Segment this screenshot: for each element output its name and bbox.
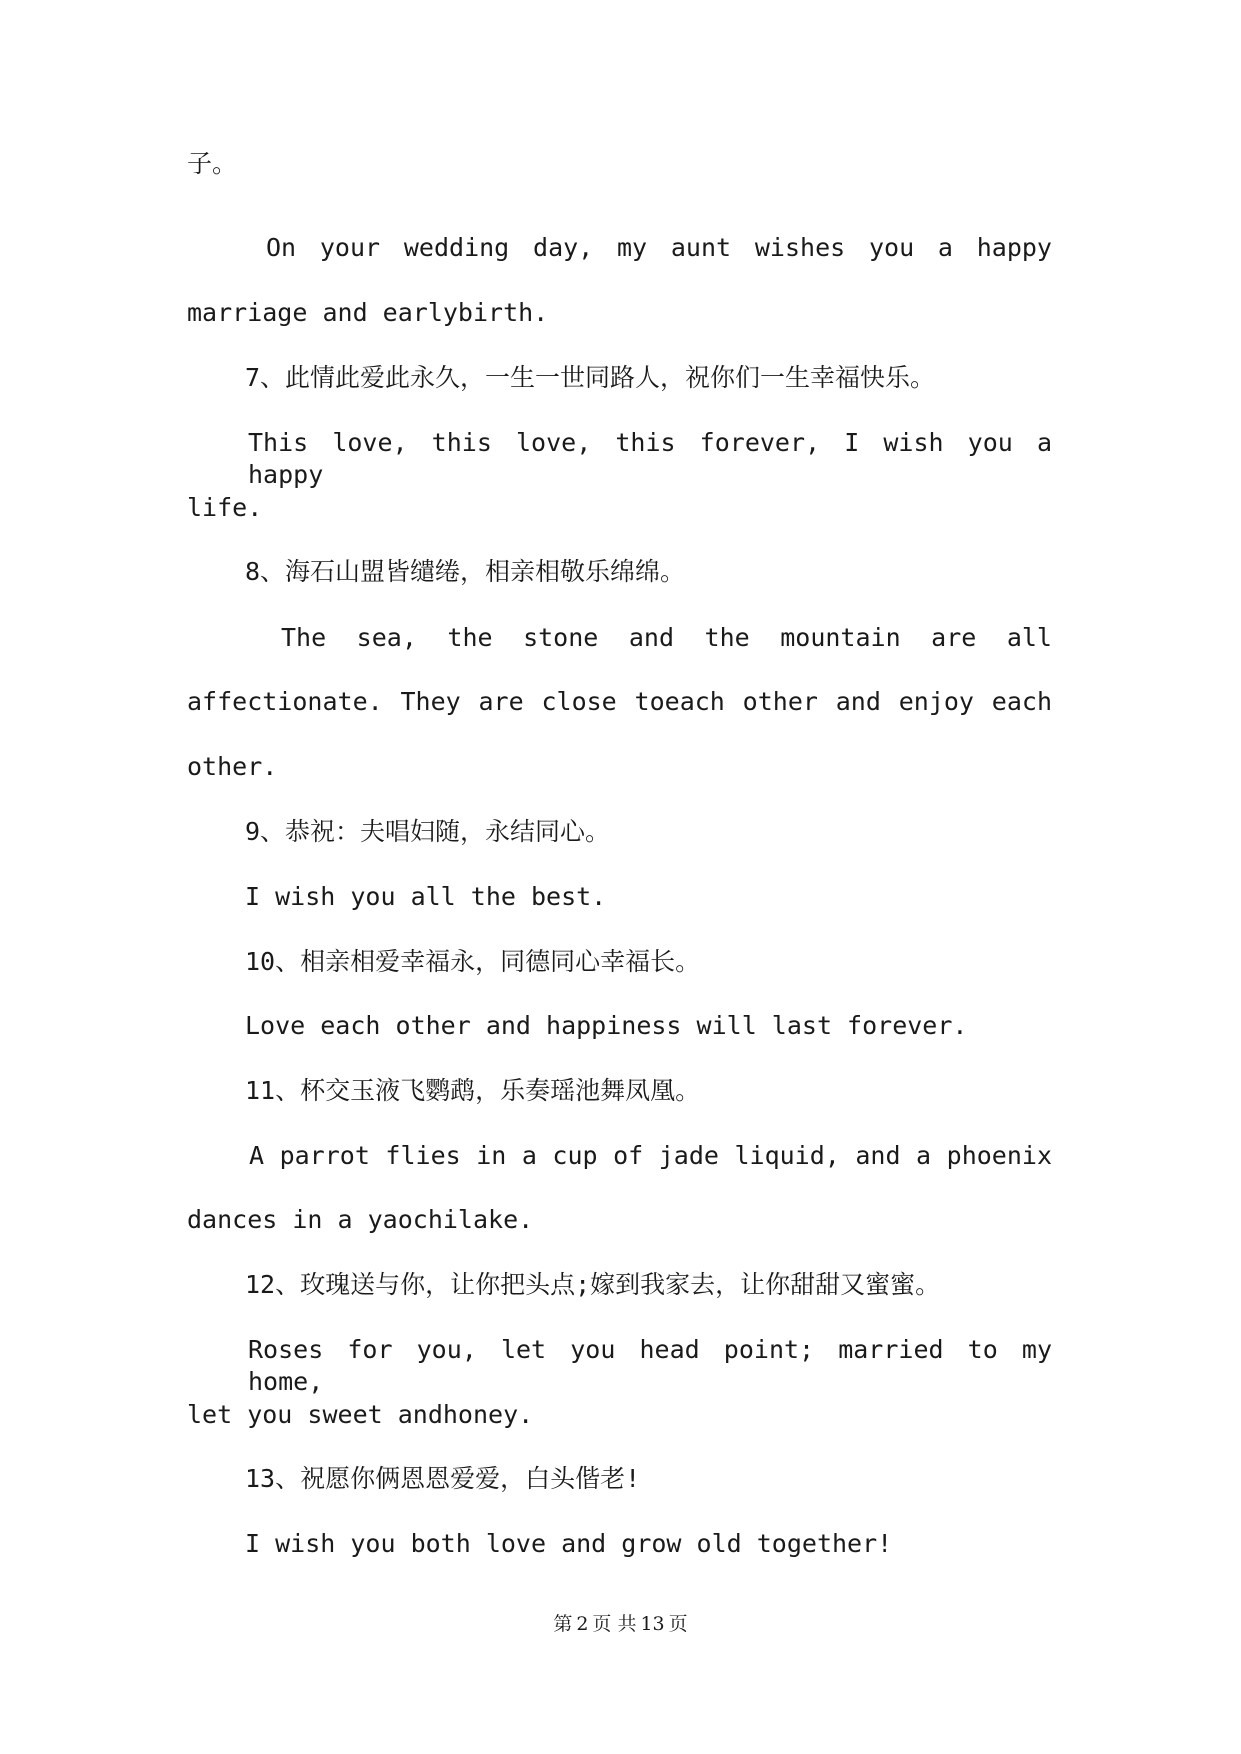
footer-middle: 页 共: [592, 1613, 637, 1635]
text-line: 11、杯交玉液飞鹦鹉，乐奏瑶池舞凤凰。: [245, 1076, 701, 1105]
text-line: Roses for you, let you head point; married to my home,: [248, 1335, 1052, 1396]
text-line: 13、祝愿你俩恩恩爱爱，白头偕老!: [245, 1464, 641, 1493]
text-line: I wish you both love and grow old together!: [245, 1529, 893, 1558]
footer-total-pages: 13: [640, 1613, 665, 1635]
footer-prefix: 第: [553, 1613, 573, 1635]
text-line: 子。: [187, 149, 238, 178]
text-line: other.: [187, 752, 278, 781]
text-line: affectionate. They are close toeach other and enjoy each: [187, 687, 1052, 716]
text-line: The sea, the stone and the mountain are all: [281, 623, 1052, 652]
text-line: 9、恭祝：夫唱妇随，永结同心。: [245, 817, 611, 846]
text-line: 12、玫瑰送与你，让你把头点;嫁到我家去，让你甜甜又蜜蜜。: [245, 1270, 941, 1299]
text-line: 8、海石山盟皆缱绻，相亲相敬乐绵绵。: [245, 557, 686, 586]
text-line: let you sweet andhoney.: [187, 1400, 534, 1429]
page-footer: [0, 1612, 1241, 1636]
text-line: dances in a yaochilake.: [187, 1205, 534, 1234]
text-line: Love each other and happiness will last forever.: [245, 1011, 968, 1040]
text-line: 7、此情此爱此永久，一生一世同路人，祝你们一生幸福快乐。: [245, 363, 936, 392]
text-line: 10、相亲相爱幸福永，同德同心幸福长。: [245, 947, 701, 976]
text-line: marriage and earlybirth.: [187, 298, 549, 327]
text-line: A parrot flies in a cup of jade liquid, and a phoenix: [249, 1141, 1052, 1170]
footer-suffix: 页: [668, 1613, 688, 1635]
text-line: This love, this love, this forever, I wish you a happy: [248, 428, 1052, 489]
text-line: On your wedding day, my aunt wishes you a happy: [266, 233, 1052, 262]
text-line: I wish you all the best.: [245, 882, 607, 911]
text-line: life.: [187, 493, 263, 522]
footer-page-number: 2: [576, 1613, 589, 1635]
